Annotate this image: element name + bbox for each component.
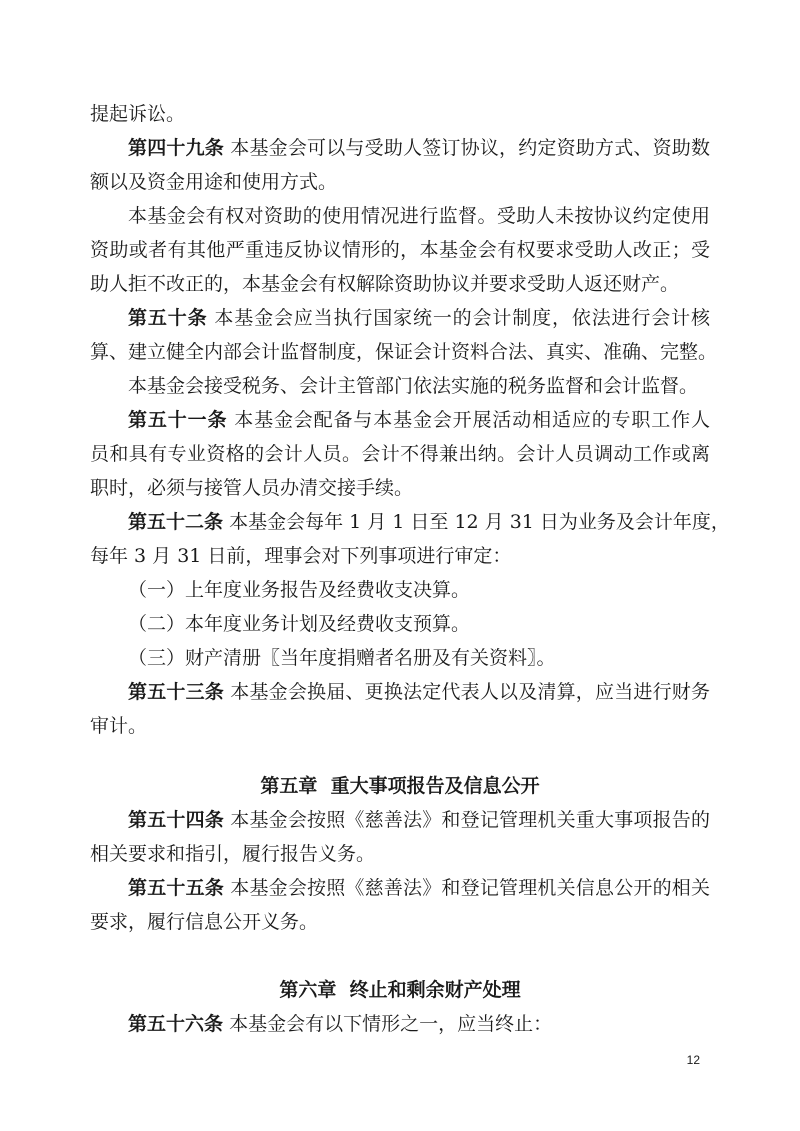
- list-item: （一）上年度业务报告及经费收支决算。: [128, 579, 471, 601]
- article-56: 第五十六条 本基金会有以下情形之一，应当终止：: [128, 1013, 553, 1035]
- text-line: 相关要求和指引，履行报告义务。: [90, 843, 376, 865]
- article-52: 第五十二条 本基金会每年 1 月 1 日至 12 月 31 日为业务及会计年度，: [128, 511, 730, 533]
- list-item: （二）本年度业务计划及经费收支预算。: [128, 613, 471, 635]
- article-label: 第四十九条: [128, 137, 224, 159]
- text-line: 本基金会有权对资助的使用情况进行监督。受助人未按协议约定使用: [128, 205, 710, 227]
- article-label: 第五十五条: [128, 877, 224, 899]
- text-line: 职时，必须与接管人员办清交接手续。: [90, 477, 414, 499]
- list-item: （三）财产清册〖当年度捐赠者名册及有关资料〗。: [128, 647, 556, 669]
- article-55: 第五十五条 本基金会按照《慈善法》和登记管理机关信息公开的相关: [128, 877, 710, 899]
- text-line: 额以及资金用途和使用方式。: [90, 171, 338, 193]
- chapter-6-heading: 第六章 终止和剩余财产处理: [279, 979, 521, 1001]
- text-line: 助人拒不改正的，本基金会有权解除资助协议并要求受助人返还财产。: [90, 273, 680, 295]
- article-label: 第五十条: [128, 307, 208, 329]
- text-line: 要求，履行信息公开义务。: [90, 911, 319, 933]
- text-line: 提起诉讼。: [90, 103, 186, 125]
- page-number: 12: [686, 1053, 700, 1067]
- text-line: 每年 3 月 31 日前，理事会对下列事项进行审定：: [90, 545, 512, 567]
- article-label: 第五十二条: [128, 511, 224, 533]
- article-53: 第五十三条 本基金会换届、更换法定代表人以及清算，应当进行财务: [128, 681, 710, 703]
- text-line: 本基金会接受税务、会计主管部门依法实施的税务监督和会计监督。: [128, 375, 699, 397]
- article-label: 第五十三条: [128, 681, 224, 703]
- article-label: 第五十六条: [128, 1013, 224, 1035]
- text-line: 算、建立健全内部会计监督制度，保证会计资料合法、真实、准确、完整。: [90, 341, 718, 363]
- text-line: 审计。: [90, 715, 148, 737]
- chapter-5-heading: 第五章 重大事项报告及信息公开: [260, 775, 540, 797]
- text-line: 员和具有专业资格的会计人员。会计不得兼出纳。会计人员调动工作或离: [90, 443, 710, 465]
- article-50: 第五十条 本基金会应当执行国家统一的会计制度，依法进行会计核: [128, 307, 710, 329]
- article-49: 第四十九条 本基金会可以与受助人签订协议，约定资助方式、资助数: [128, 137, 710, 159]
- article-label: 第五十一条: [128, 409, 228, 431]
- article-51: 第五十一条 本基金会配备与本基金会开展活动相适应的专职工作人: [128, 409, 710, 431]
- article-54: 第五十四条 本基金会按照《慈善法》和登记管理机关重大事项报告的: [128, 809, 710, 831]
- article-label: 第五十四条: [128, 809, 224, 831]
- text-line: 资助或者有其他严重违反协议情形的，本基金会有权要求受助人改正；受: [90, 239, 710, 261]
